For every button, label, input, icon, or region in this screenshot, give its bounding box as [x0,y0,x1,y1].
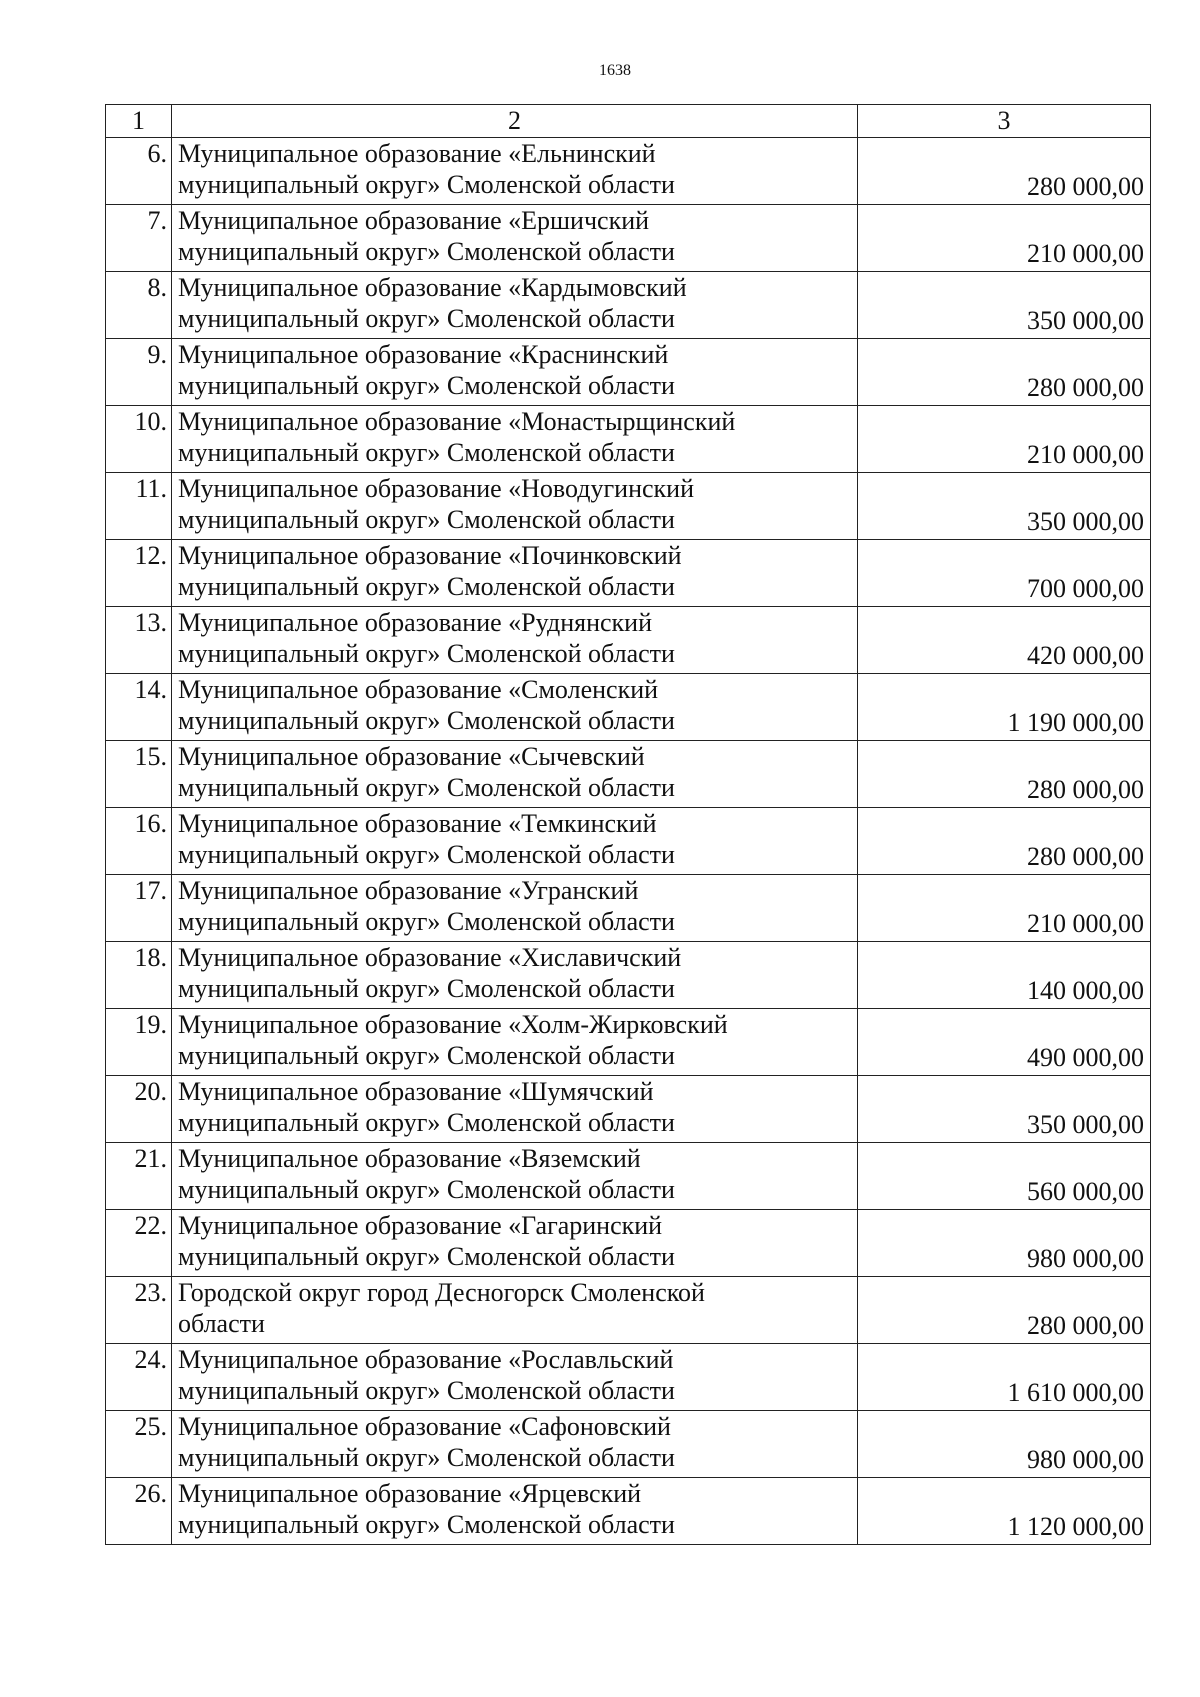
municipality-name: Муниципальное образование «Ершичский муниципальный округ» Смоленской области [172,205,858,272]
row-number: 8. [106,272,172,339]
row-number: 22. [106,1210,172,1277]
allocation-table [105,104,1151,1545]
row-number: 23. [106,1277,172,1344]
allocation-amount: 210 000,00 [858,406,1151,473]
table-row [106,473,1151,540]
table-row [106,1478,1151,1545]
allocation-amount: 280 000,00 [858,741,1151,808]
row-number: 20. [106,1076,172,1143]
municipality-name: Муниципальное образование «Смоленский муниципальный округ» Смоленской области [172,674,858,741]
column-header-amount: 3 [858,105,1151,138]
allocation-amount: 980 000,00 [858,1411,1151,1478]
municipality-name: Муниципальное образование «Краснинский муниципальный округ» Смоленской области [172,339,858,406]
allocation-amount: 350 000,00 [858,473,1151,540]
table-row [106,1143,1151,1210]
table-row [106,406,1151,473]
table-row [106,1076,1151,1143]
municipality-name: Муниципальное образование «Кардымовский муниципальный округ» Смоленской области [172,272,858,339]
row-number: 26. [106,1478,172,1545]
municipality-name: Муниципальное образование «Ельнинский муниципальный округ» Смоленской области [172,138,858,205]
table-row [106,205,1151,272]
table-row [106,741,1151,808]
table-body [106,138,1151,1545]
allocation-amount: 280 000,00 [858,339,1151,406]
table-row [106,942,1151,1009]
table-row [106,138,1151,205]
allocation-amount: 350 000,00 [858,272,1151,339]
municipality-name: Муниципальное образование «Ярцевский муниципальный округ» Смоленской области [172,1478,858,1545]
municipality-name: Муниципальное образование «Хиславичский муниципальный округ» Смоленской области [172,942,858,1009]
row-number: 17. [106,875,172,942]
row-number: 13. [106,607,172,674]
column-header-number: 1 [106,105,172,138]
allocation-amount: 700 000,00 [858,540,1151,607]
row-number: 24. [106,1344,172,1411]
table-row [106,272,1151,339]
table-header-row [106,105,1151,138]
table-row [106,1344,1151,1411]
table-row [106,875,1151,942]
row-number: 21. [106,1143,172,1210]
table-row [106,1009,1151,1076]
allocation-amount: 280 000,00 [858,138,1151,205]
allocation-amount: 1 120 000,00 [858,1478,1151,1545]
allocation-amount: 420 000,00 [858,607,1151,674]
municipality-name: Муниципальное образование «Угранский муниципальный округ» Смоленской области [172,875,858,942]
row-number: 18. [106,942,172,1009]
municipality-name: Муниципальное образование «Новодугинский муниципальный округ» Смоленской области [172,473,858,540]
table-row [106,1277,1151,1344]
row-number: 19. [106,1009,172,1076]
municipality-name: Муниципальное образование «Холм-Жирковский муниципальный округ» Смоленской области [172,1009,858,1076]
municipality-name: Муниципальное образование «Руднянский муниципальный округ» Смоленской области [172,607,858,674]
municipality-name: Муниципальное образование «Монастырщинский муниципальный округ» Смоленской области [172,406,858,473]
table-row [106,607,1151,674]
row-number: 12. [106,540,172,607]
table-row [106,808,1151,875]
row-number: 11. [106,473,172,540]
allocation-amount: 210 000,00 [858,205,1151,272]
allocation-amount: 980 000,00 [858,1210,1151,1277]
allocation-amount: 1 610 000,00 [858,1344,1151,1411]
row-number: 14. [106,674,172,741]
municipality-name: Муниципальное образование «Рославльский муниципальный округ» Смоленской области [172,1344,858,1411]
row-number: 10. [106,406,172,473]
row-number: 6. [106,138,172,205]
allocation-amount: 490 000,00 [858,1009,1151,1076]
table-row [106,674,1151,741]
allocation-amount: 140 000,00 [858,942,1151,1009]
municipality-name: Муниципальное образование «Гагаринский муниципальный округ» Смоленской области [172,1210,858,1277]
municipality-name: Муниципальное образование «Сафоновский муниципальный округ» Смоленской области [172,1411,858,1478]
allocation-amount: 350 000,00 [858,1076,1151,1143]
municipality-name: Муниципальное образование «Сычевский муниципальный округ» Смоленской области [172,741,858,808]
row-number: 15. [106,741,172,808]
table-row [106,1411,1151,1478]
municipality-name: Муниципальное образование «Починковский муниципальный округ» Смоленской области [172,540,858,607]
municipality-name: Муниципальное образование «Шумячский муниципальный округ» Смоленской области [172,1076,858,1143]
column-header-name: 2 [172,105,858,138]
table-row [106,1210,1151,1277]
table-row [106,339,1151,406]
municipality-name: Муниципальное образование «Темкинский муниципальный округ» Смоленской области [172,808,858,875]
allocation-amount: 280 000,00 [858,808,1151,875]
table-row [106,540,1151,607]
row-number: 9. [106,339,172,406]
row-number: 25. [106,1411,172,1478]
allocation-amount: 210 000,00 [858,875,1151,942]
page-number: 1638 [599,62,631,79]
municipality-name: Городской округ город Десногорск Смоленской области [172,1277,858,1344]
row-number: 16. [106,808,172,875]
row-number: 7. [106,205,172,272]
allocation-amount: 1 190 000,00 [858,674,1151,741]
municipality-name: Муниципальное образование «Вяземский муниципальный округ» Смоленской области [172,1143,858,1210]
allocation-amount: 280 000,00 [858,1277,1151,1344]
allocation-amount: 560 000,00 [858,1143,1151,1210]
